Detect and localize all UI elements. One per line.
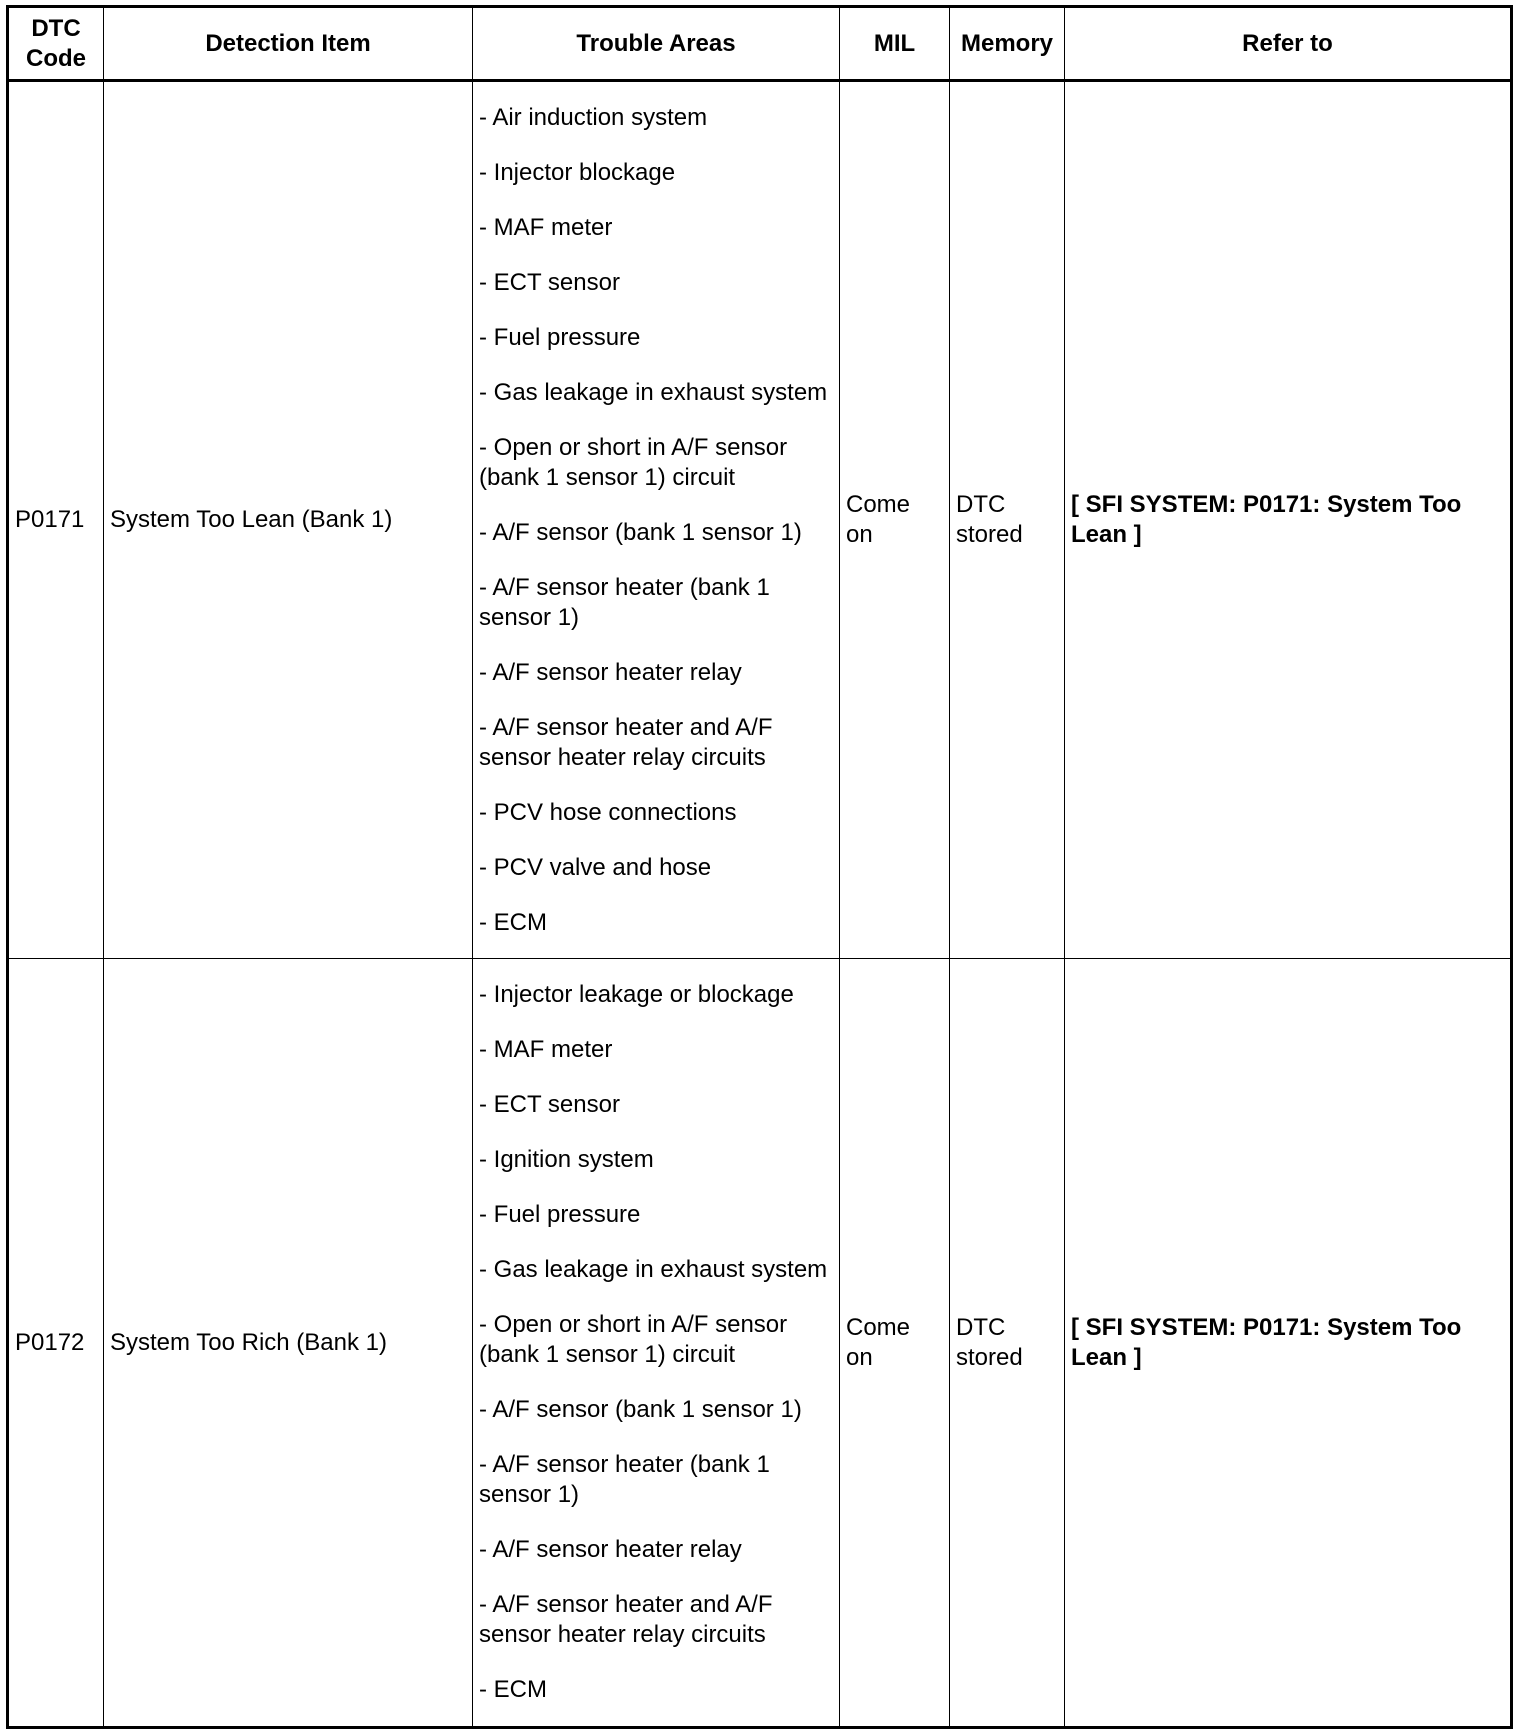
dtc-code-cell: P0171 [8, 81, 104, 959]
trouble-area-item: - Air induction system [479, 103, 708, 131]
detection-item-cell: System Too Rich (Bank 1) [104, 959, 473, 1728]
header-detection-item: Detection Item [104, 7, 473, 81]
header-mil: MIL [840, 7, 950, 81]
trouble-areas-cell [473, 81, 840, 959]
trouble-area-item: - Open or short in A/F sensor (bank 1 sensor 1) circuit [479, 1311, 788, 1368]
trouble-area-item: - Injector blockage [479, 158, 676, 186]
trouble-area-item: - ECT sensor [479, 268, 620, 296]
dtc-code-cell: P0172 [8, 959, 104, 1728]
trouble-area-item: - A/F sensor heater and A/F sensor heater relay circuits [479, 713, 773, 771]
trouble-area-item: - Ignition system [479, 1146, 654, 1173]
header-dtc-code: DTC Code [8, 7, 104, 81]
refer-to-link[interactable]: [ SFI SYSTEM: P0171: System Too Lean ] [1065, 81, 1512, 959]
trouble-area-item: - ECM [479, 1676, 547, 1703]
trouble-area-item: - Fuel pressure [479, 323, 641, 351]
header-refer-to: Refer to [1065, 7, 1512, 81]
trouble-area-item: - Gas leakage in exhaust system [479, 378, 828, 406]
mil-cell: Come on [840, 959, 950, 1728]
detection-item-cell: System Too Lean (Bank 1) [104, 81, 473, 959]
trouble-areas-cell [473, 959, 840, 1728]
trouble-area-item: - PCV valve and hose [479, 853, 712, 881]
trouble-area-item: - A/F sensor heater relay [479, 658, 742, 686]
trouble-area-item: - ECM [479, 908, 547, 936]
trouble-area-item: - A/F sensor heater relay [479, 1536, 742, 1563]
trouble-area-item: - Gas leakage in exhaust system [479, 1256, 828, 1283]
mil-cell: Come on [840, 81, 950, 959]
trouble-area-item: - MAF meter [479, 1036, 613, 1063]
trouble-area-item: - ECT sensor [479, 1091, 620, 1118]
trouble-area-item: - Open or short in A/F sensor (bank 1 sensor 1) circuit [479, 433, 788, 491]
memory-cell: DTC stored [950, 959, 1065, 1728]
header-row [8, 7, 1512, 81]
header-trouble-areas: Trouble Areas [473, 7, 840, 81]
dtc-table [6, 5, 1513, 1729]
table-row [8, 959, 1512, 1728]
trouble-area-item: - PCV hose connections [479, 798, 737, 826]
trouble-area-item: - A/F sensor (bank 1 sensor 1) [479, 518, 802, 546]
trouble-area-item: - A/F sensor heater and A/F sensor heater relay circuits [479, 1591, 773, 1648]
trouble-area-item: - Injector leakage or blockage [479, 981, 794, 1008]
trouble-area-item: - A/F sensor heater (bank 1 sensor 1) [479, 573, 770, 631]
memory-cell: DTC stored [950, 81, 1065, 959]
trouble-area-item: - Fuel pressure [479, 1201, 641, 1228]
refer-to-link[interactable]: [ SFI SYSTEM: P0171: System Too Lean ] [1065, 959, 1512, 1728]
trouble-area-item: - A/F sensor (bank 1 sensor 1) [479, 1396, 802, 1423]
header-memory: Memory [950, 7, 1065, 81]
trouble-area-item: - A/F sensor heater (bank 1 sensor 1) [479, 1451, 770, 1508]
table-row [8, 81, 1512, 959]
trouble-area-item: - MAF meter [479, 213, 613, 241]
